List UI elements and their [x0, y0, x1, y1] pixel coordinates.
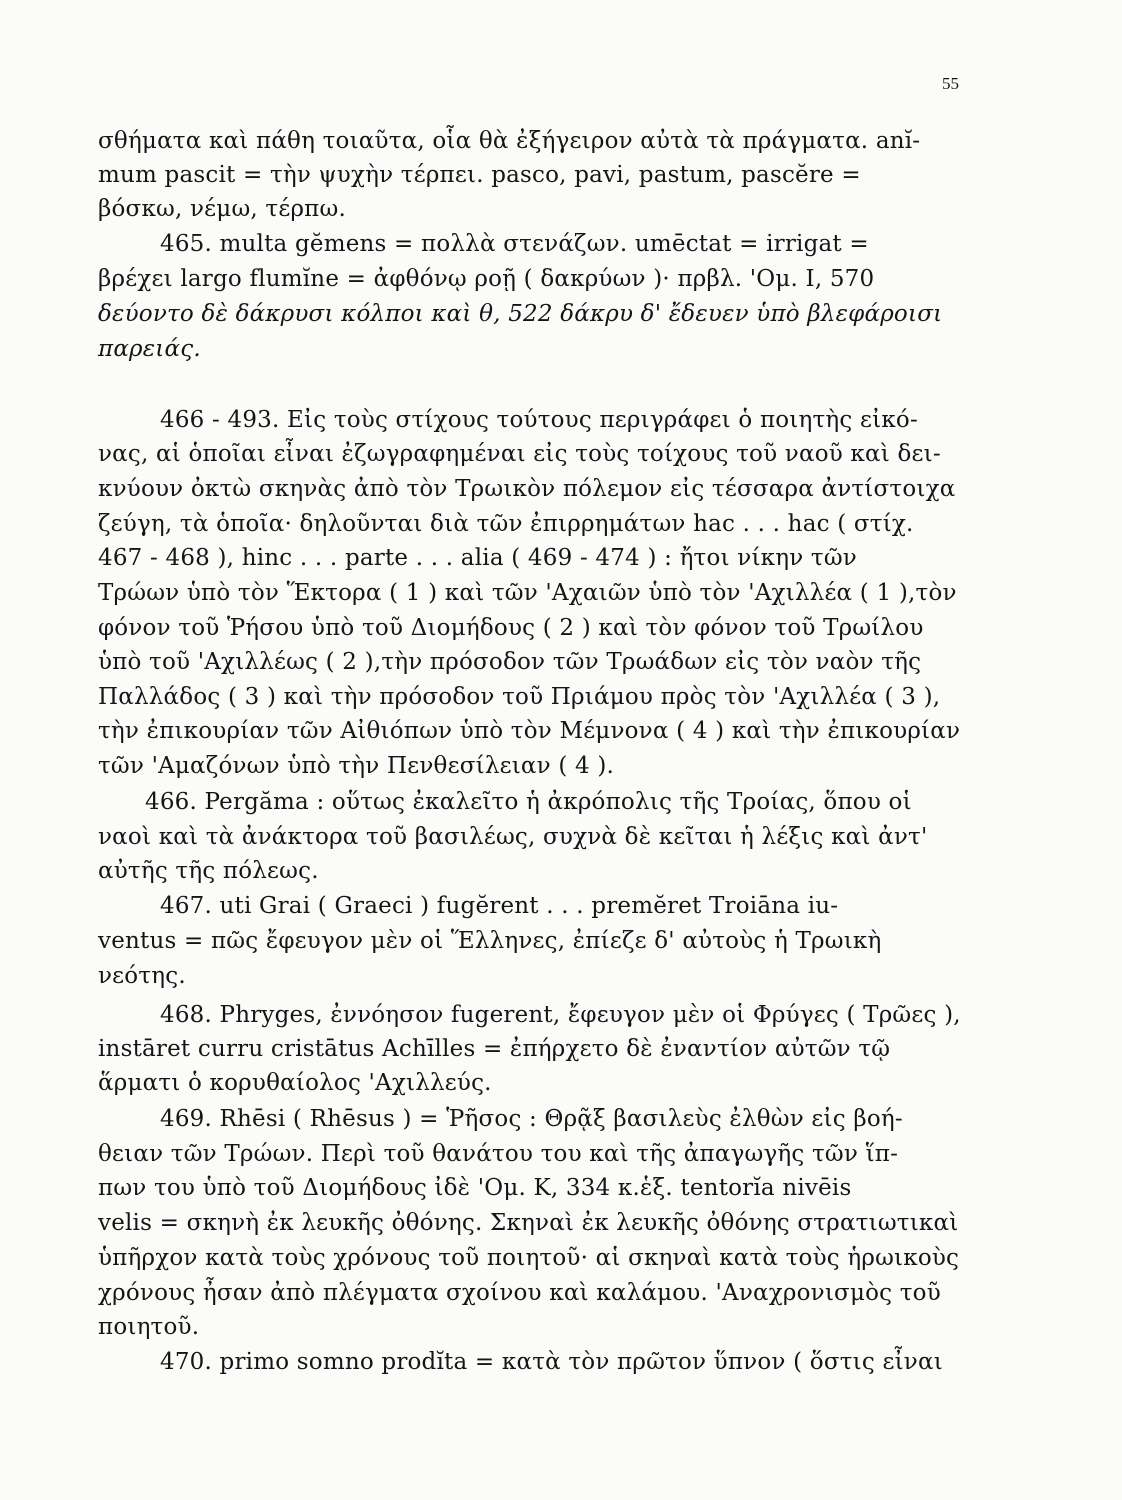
text-line: instāret curru cristātus Achīlles = ἐπήρχετο δὲ ἐναντίον αὐτῶν τῷ: [98, 1036, 891, 1062]
text-line: κνύουν ὀκτὼ σκηνὰς ἀπὸ τὸν Τρωικὸν πόλεμον εἰς τέσσαρα ἀντίστοιχα: [98, 476, 956, 502]
text-line: 466 - 493. Εἰς τοὺς στίχους τούτους περιγράφει ὁ ποιητὴς εἰκό-: [160, 407, 918, 433]
text-line: ὑπῆρχον κατὰ τοὺς χρόνους τοῦ ποιητοῦ· αἱ σκηναὶ κατὰ τοὺς ἡρωικοὺς: [98, 1245, 960, 1271]
text-line: ζεύγη, τὰ ὁποῖα· δηλοῦνται διὰ τῶν ἐπιρρημάτων hac . . . hac ( στίχ.: [98, 511, 914, 537]
text-line: 470. primo somno prodĭta = κατὰ τὸν πρῶτον ὕπνον ( ὅστις εἶναι: [160, 1349, 943, 1375]
text-line: Παλλάδος ( 3 ) καὶ τὴν πρόσοδον τοῦ Πριάμου πρὸς τὸν 'Αχιλλέα ( 3 ),: [98, 684, 941, 710]
text-line: ventus = πῶς ἔφευγον μὲν οἱ Ἕλληνες, ἐπίεζε δ' αὐτοὺς ἡ Τρωικὴ: [98, 928, 882, 954]
text-line: velis = σκηνὴ ἐκ λευκῆς ὀθόνης. Σκηναὶ ἐκ λευκῆς ὀθόνης στρατιωτικαὶ: [98, 1210, 959, 1236]
text-line: βρέχει largo flumĭne = ἀφθόνῳ ροῇ ( δακρύων )· πρβλ. 'Ομ. Ι, 570: [98, 266, 875, 292]
text-line: σθήματα καὶ πάθη τοιαῦτα, οἷα θὰ ἐξήγειρον αὐτὰ τὰ πράγματα. anĭ-: [98, 128, 921, 154]
text-line: 466. Pergăma : οὕτως ἐκαλεῖτο ἡ ἀκρόπολις τῆς Τροίας, ὅπου οἱ: [145, 789, 912, 815]
text-line: mum pascit = τὴν ψυχὴν τέρπει. pasco, pavi, pastum, pascĕre =: [98, 162, 861, 188]
text-line: 467. uti Grai ( Graeci ) fugĕrent . . . premĕret Troiāna iu-: [160, 893, 839, 919]
text-line: ὑπὸ τοῦ 'Αχιλλέως ( 2 ),τὴν πρόσοδον τῶν Τρωάδων εἰς τὸν ναὸν τῆς: [98, 649, 922, 675]
page-number: 55: [942, 74, 959, 93]
text-line: χρόνους ἦσαν ἀπὸ πλέγματα σχοίνου καὶ καλάμου. 'Αναχρονισμὸς τοῦ: [98, 1280, 941, 1306]
text-line: ποιητοῦ.: [98, 1314, 200, 1340]
text-line: νεότης.: [98, 963, 186, 989]
text-line: τὴν ἐπικουρίαν τῶν Αἰθιόπων ὑπὸ τὸν Μέμνονα ( 4 ) καὶ τὴν ἐπικουρίαν: [98, 718, 961, 744]
text-line: 465. multa gĕmens = πολλὰ στενάζων. umēctat = irrigat =: [160, 231, 869, 257]
text-line: ἅρματι ὁ κορυθαίολος 'Αχιλλεύς.: [98, 1070, 492, 1096]
text-line: 468. Phryges, ἐννόησον fugerent, ἔφευγον μὲν οἱ Φρύγες ( Τρῶες ),: [160, 1002, 961, 1028]
text-line: αὐτῆς τῆς πόλεως.: [98, 858, 319, 884]
text-line: νας, αἱ ὁποῖαι εἶναι ἐζωγραφημέναι εἰς τοὺς τοίχους τοῦ ναοῦ καὶ δει-: [98, 441, 941, 467]
text-line: 467 - 468 ), hinc . . . parte . . . alia ( 469 - 474 ) : ἤτοι νίκην τῶν: [98, 545, 857, 571]
text-line: ναοὶ καὶ τὰ ἀνάκτορα τοῦ βασιλέως, συχνὰ δὲ κεῖται ἡ λέξις καὶ ἀντ': [98, 824, 928, 850]
text-line: δεύοντο δὲ δάκρυσι κόλποι καὶ θ, 522 δάκρυ δ' ἔδευεν ὑπὸ βλεφάροισι: [98, 301, 943, 327]
text-line: Τρώων ὑπὸ τὸν Ἕκτορα ( 1 ) καὶ τῶν 'Αχαιῶν ὑπὸ τὸν 'Αχιλλέα ( 1 ),τὸν: [98, 580, 957, 606]
text-line: βόσκω, νέμω, τέρπω.: [98, 196, 346, 222]
text-line: θειαν τῶν Τρώων. Περὶ τοῦ θανάτου του καὶ τῆς ἀπαγωγῆς τῶν ἵπ-: [98, 1141, 899, 1167]
text-line: πων του ὑπὸ τοῦ Διομήδους ἰδὲ 'Ομ. Κ, 334 κ.ἑξ. tentorĭa nivēis: [98, 1175, 852, 1201]
text-line: 469. Rhēsi ( Rhēsus ) = Ῥῆσος : Θρᾷξ βασιλεὺς ἐλθὼν εἰς βοή-: [160, 1106, 903, 1132]
text-line: φόνον τοῦ Ῥήσου ὑπὸ τοῦ Διομήδους ( 2 ) καὶ τὸν φόνον τοῦ Τρωίλου: [98, 615, 924, 641]
text-line: παρειάς.: [98, 336, 201, 362]
text-line: τῶν 'Αμαζόνων ὑπὸ τὴν Πενθεσίλειαν ( 4 ).: [98, 753, 615, 779]
